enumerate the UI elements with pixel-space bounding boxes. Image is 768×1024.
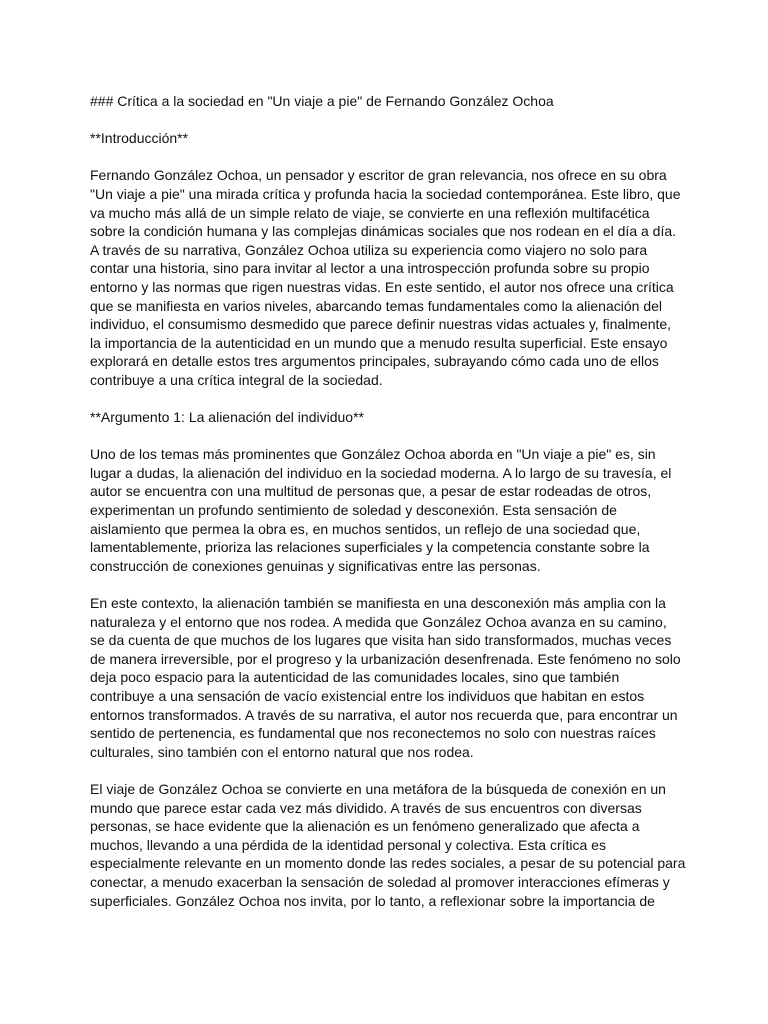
paragraph-line: que se manifiesta en varios niveles, abarcando temas fundamentales como la alienación del [90,297,663,314]
argument-1-paragraph-3 [90,780,686,910]
paragraph-line: la importancia de la autenticidad en un mundo que a menudo resulta superficial. Este ensayo [90,334,668,351]
paragraph-line: explorará en detalle estos tres argumentos principales, subrayando cómo cada uno de ellos [90,353,659,370]
paragraph-line: personas, se hace evidente que la alienación es un fenómeno generalizado que afecta a [90,818,640,835]
paragraph-line: Uno de los temas más prominentes que González Ochoa aborda en "Un viaje a pie" es, sin [90,446,656,463]
paragraph-line: lugar a dudas, la alienación del individuo en la sociedad moderna. A lo largo de su travesía, el [90,464,672,481]
paragraph-line: especialmente relevante en un momento donde las redes sociales, a pesar de su potencial para [90,855,686,872]
paragraph-line: "Un viaje a pie" una mirada crítica y profunda hacia la sociedad contemporánea. Este libro, que [90,185,681,202]
paragraph-line: conectar, a menudo exacerban la sensación de soledad al promover interacciones efímeras y [90,873,670,890]
paragraph-line: A través de su narrativa, González Ochoa utiliza su experiencia como viajero no solo para [90,241,648,258]
paragraph-line: contar una historia, sino para invitar al lector a una introspección profunda sobre su propio [90,260,650,277]
paragraph-line: individuo, el consumismo desmedido que parece definir nuestras vidas actuales y, finalmente, [90,316,672,333]
paragraph-line: Fernando González Ochoa, un pensador y escritor de gran relevancia, nos ofrece en su obra [90,167,667,184]
paragraph-line: lamentablemente, prioriza las relaciones superficiales y la competencia constante sobre la [90,539,650,556]
paragraph-line: va mucho más allá de un simple relato de viaje, se convierte en una reflexión multifacética [90,204,650,221]
document-page [90,92,686,929]
paragraph-line: El viaje de González Ochoa se convierte en una metáfora de la búsqueda de conexión en un [90,780,666,797]
paragraph-line: naturaleza y el entorno que nos rodea. A medida que González Ochoa avanza en su camino, [90,613,667,630]
paragraph-line: sobre la condición humana y las complejas dinámicas sociales que nos rodean en el día a día. [90,223,677,240]
paragraph-line: se da cuenta de que muchos de los lugares que visita han sido transformados, muchas veces [90,632,672,649]
paragraph-line: experimentan un profundo sentimiento de soledad y desconexión. Esta sensación de [90,502,617,519]
document-title: ### Crítica a la sociedad en "Un viaje a pie" de Fernando González Ochoa [90,93,554,109]
paragraph-line: contribuye a una crítica integral de la sociedad. [90,371,383,388]
argument-1-paragraph-2 [90,594,681,761]
paragraph-line: construcción de conexiones genuinas y significativas entre las personas. [90,557,541,574]
paragraph-line: autor se encuentra con una multitud de personas que, a pesar de estar rodeadas de otros, [90,483,652,500]
paragraph-line: de manera irreversible, por el progreso y la urbanización desenfrenada. Este fenómeno no solo [90,650,681,667]
paragraph-line: muchos, llevando a una pérdida de la identidad personal y colectiva. Esta crítica es [90,836,606,853]
paragraph-line: En este contexto, la alienación también se manifiesta en una desconexión más amplia con la [90,595,666,612]
paragraph-line: superficiales. González Ochoa nos invita, por lo tanto, a reflexionar sobre la importancia de [90,892,655,909]
argument-1-paragraph-1 [90,445,678,575]
paragraph-line: culturales, sino también con el entorno natural que nos rodea. [90,743,474,760]
paragraph-line: sentido de pertenencia, es fundamental que nos reconectemos no solo con nuestras raíces [90,725,656,742]
intro-heading: **Introducción** [90,130,189,147]
paragraph-line: entorno y las normas que rigen nuestras vidas. En este sentido, el autor nos ofrece una crítica [90,278,674,295]
paragraph-line: aislamiento que permea la obra es, en muchos sentidos, un reflejo de una sociedad que, [90,520,641,537]
argument-1-heading: **Argumento 1: La alienación del individuo** [90,409,364,426]
paragraph-line: deja poco espacio para la autenticidad de las comunidades locales, sino que también [90,669,620,686]
paragraph-line: entornos transformados. A través de su narrativa, el autor nos recuerda que, para encontrar un [90,706,678,723]
intro-paragraph [90,166,681,389]
paragraph-line: mundo que parece estar cada vez más dividido. A través de sus encuentros con diversas [90,799,642,816]
paragraph-line: contribuye a una sensación de vacío existencial entre los individuos que habitan en estos [90,688,645,704]
